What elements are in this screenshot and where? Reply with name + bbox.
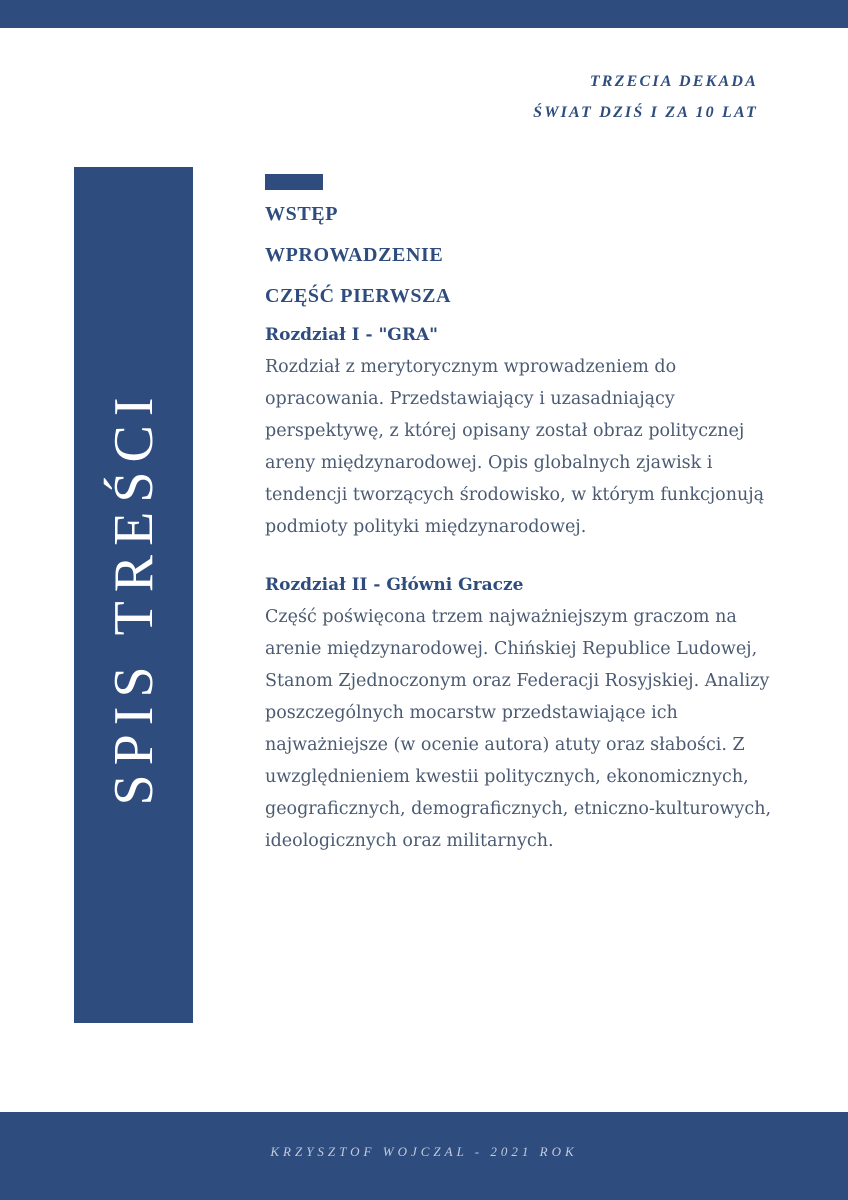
chapter-title: Rozdział I - "GRA" xyxy=(265,325,438,345)
chapter-title: Rozdział II - Główni Gracze xyxy=(265,575,524,595)
top-color-band xyxy=(0,0,848,28)
footer-author: KRZYSZTOF WOJCZAL - 2021 ROK xyxy=(270,1144,578,1159)
chapter-description: Część poświęcona trzem najważniejszym graczom na arenie międzynarodowej. Chińskiej Republice Ludowej, Stanom Zjednoczonym oraz Federacji Rosyjskiej. Analizy poszczególnych mocarstw przedstawiające ich najważniejsze (w ocenie autora) atuty oraz słabości. Z uwzględnieniem kwestii politycznych, ekonomicznych, geograficznych, demograficznych, etniczno-kulturowych, ideologicznych oraz militarnych. xyxy=(265,607,772,851)
toc-heading-introduction: WSTĘP xyxy=(265,203,339,225)
accent-dash xyxy=(265,174,323,190)
chapter-description: Rozdział z merytorycznym wprowadzeniem do opracowania. Przedstawiający i uzasadniający perspektywę, z której opisany został obraz politycznej areny międzynarodowej. Opis globalnych zjawisk i tendencji tworzących środowisko, w którym funkcjonują podmioty polityki międzynarodowej. xyxy=(265,357,765,537)
side-title: SPIS TREŚCI xyxy=(102,388,165,806)
header-subtitle: ŚWIAT DZIŚ I ZA 10 LAT xyxy=(533,104,758,121)
document-header xyxy=(533,66,758,128)
toc-heading-preface: WPROWADZENIE xyxy=(265,244,444,266)
chapter-entry xyxy=(265,323,785,543)
chapter-entry xyxy=(265,573,785,857)
side-title-bar xyxy=(74,167,193,1023)
header-series-title: TRZECIA DEKADA xyxy=(589,73,758,90)
table-of-contents xyxy=(265,200,785,857)
toc-heading-part-one: CZĘŚĆ PIERWSZA xyxy=(265,285,452,307)
